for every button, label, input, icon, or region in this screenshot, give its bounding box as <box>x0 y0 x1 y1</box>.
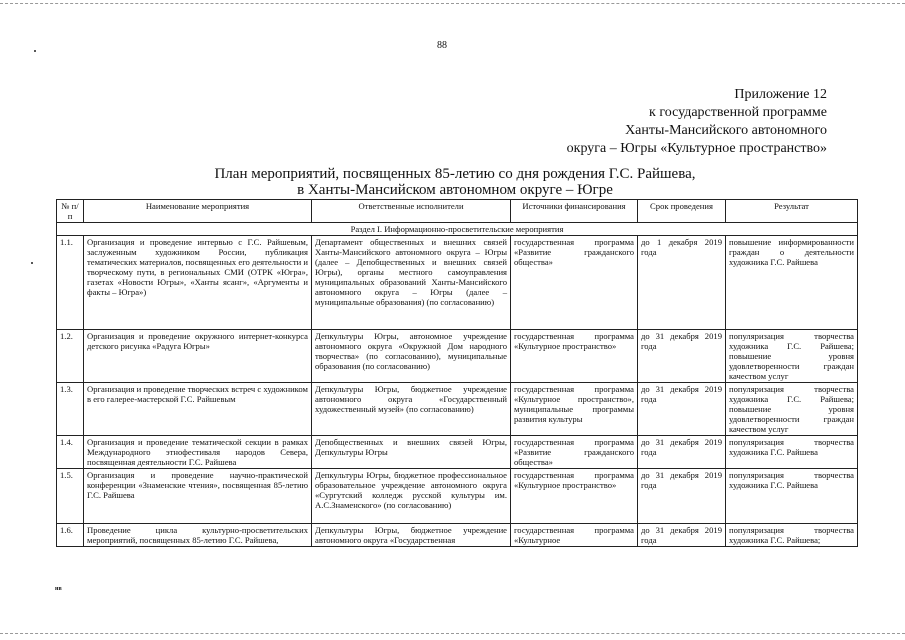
table-row <box>57 436 858 469</box>
row-result: популяризация творчества художника Г.С. Райшева <box>726 469 858 524</box>
row-executors: Департамент общественных и внешних связей Ханты-Мансийского автономного округа – Югры (далее – Депобщественных и внешних связей Югры), органы местного самоуправления муниципальных образований Ханты-Мансийского автономного округа – Югры (далее – муниципальные образования) (по согласованию) <box>312 236 511 330</box>
document-title <box>60 166 850 198</box>
scan-edge-top <box>0 3 905 5</box>
table-row <box>57 330 858 383</box>
header-term: Срок проведения <box>638 200 726 223</box>
row-name: Организация и проведение научно-практической конференции «Знаменские чтения», посвященная 85-летию Г.С. Райшева <box>84 469 312 524</box>
scan-speck <box>31 262 33 264</box>
row-name: Организация и проведение тематической секции в рамках Международного этнофестиваля народов Севера, посвященная деятельности Г.С. Райшева <box>84 436 312 469</box>
row-num: 1.2. <box>57 330 84 383</box>
row-executors: Депкультуры Югры, автономное учреждение автономного округа «Окружной Дом народного творчества» (по согласованию), муниципальные образования (по согласованию) <box>312 330 511 383</box>
scan-speck <box>34 50 36 52</box>
appendix-line: Ханты-Мансийского автономного <box>625 123 827 138</box>
header-sources: Источники финансирования <box>511 200 638 223</box>
row-result: повышение информированности граждан о деятельности художника Г.С. Райшева <box>726 236 858 330</box>
row-term: до 31 декабря 2019 года <box>638 383 726 436</box>
table-row <box>57 236 858 330</box>
appendix-line: округа – Югры «Культурное пространство» <box>566 141 827 156</box>
row-sources: государственная программа «Культурное <box>511 524 638 547</box>
corner-note: нв <box>55 586 62 592</box>
row-sources: государственная программа «Культурное пространство» <box>511 330 638 383</box>
header-executors: Ответственные исполнители <box>312 200 511 223</box>
row-sources: государственная программа «Развитие гражданского общества» <box>511 236 638 330</box>
row-num: 1.1. <box>57 236 84 330</box>
row-name: Организация и проведение творческих встреч с художником в его галерее-мастерской Г.С. Райшевым <box>84 383 312 436</box>
row-sources: государственная программа «Культурное пространство» <box>511 469 638 524</box>
row-result: популяризация творчества художника Г.С. Райшева; повышение уровня удовлетворенности граждан качеством услуг <box>726 383 858 436</box>
row-term: до 31 декабря 2019 года <box>638 524 726 547</box>
row-executors: Депкультуры Югры, бюджетное профессиональное образовательное учреждение автономного округа «Сургутский колледж русской культуры им. А.С.Знаменского» (по согласованию) <box>312 469 511 524</box>
row-result: популяризация творчества художника Г.С. Райшева; повышение уровня удовлетворенности граждан качеством услуг <box>726 330 858 383</box>
row-num: 1.6. <box>57 524 84 547</box>
page-number: 88 <box>437 40 447 51</box>
row-num: 1.5. <box>57 469 84 524</box>
table-row <box>57 383 858 436</box>
header-result: Результат <box>726 200 858 223</box>
table-row <box>57 524 858 547</box>
row-num: 1.3. <box>57 383 84 436</box>
events-plan-table <box>56 199 858 547</box>
appendix-block <box>487 86 827 158</box>
header-name: Наименование мероприятия <box>84 200 312 223</box>
row-sources: государственная программа «Развитие гражданского общества» <box>511 436 638 469</box>
appendix-line: к государственной программе <box>649 105 827 120</box>
table-row <box>57 469 858 524</box>
appendix-line: Приложение 12 <box>734 87 827 102</box>
row-name: Проведение цикла культурно-просветительских мероприятий, посвященных 85-летию Г.С. Райшева, <box>84 524 312 547</box>
title-line: План мероприятий, посвященных 85-летию со дня рождения Г.С. Райшева, <box>214 166 696 182</box>
row-sources: государственная программа «Культурное пространство», муниципальные программы развития культуры <box>511 383 638 436</box>
row-result: популяризация творчества художника Г.С. Райшева; <box>726 524 858 547</box>
row-name: Организация и проведение интервью с Г.С. Райшевым, заслуженным художником России, публикация тематических материалов, посвященных его деятельности и творческому пути, в региональных СМИ (ОТРК «Югра», газетах «Новости Югры», «Ханты ясанг», «Аргументы и факты – Югра») <box>84 236 312 330</box>
scan-edge-bottom <box>0 633 905 635</box>
title-line: в Ханты-Мансийском автономном округе – Югре <box>297 182 613 198</box>
row-executors: Депкультуры Югры, бюджетное учреждение автономного округа «Государственный художественный музей» (по согласованию) <box>312 383 511 436</box>
row-result: популяризация творчества художника Г.С. Райшева <box>726 436 858 469</box>
header-num: № п/п <box>57 200 84 223</box>
row-num: 1.4. <box>57 436 84 469</box>
row-term: до 31 декабря 2019 года <box>638 469 726 524</box>
row-term: до 31 декабря 2019 года <box>638 436 726 469</box>
table-header-row <box>57 200 858 223</box>
row-term: до 1 декабря 2019 года <box>638 236 726 330</box>
row-executors: Депкультуры Югры, бюджетное учреждение автономного округа «Государственная <box>312 524 511 547</box>
row-term: до 31 декабря 2019 года <box>638 330 726 383</box>
row-executors: Депобщественных и внешних связей Югры, Депкультуры Югры <box>312 436 511 469</box>
section-row <box>57 223 858 236</box>
row-name: Организация и проведение окружного интернет-конкурса детского рисунка «Радуга Югры» <box>84 330 312 383</box>
section-title: Раздел I. Информационно-просветительские мероприятия <box>57 223 858 236</box>
